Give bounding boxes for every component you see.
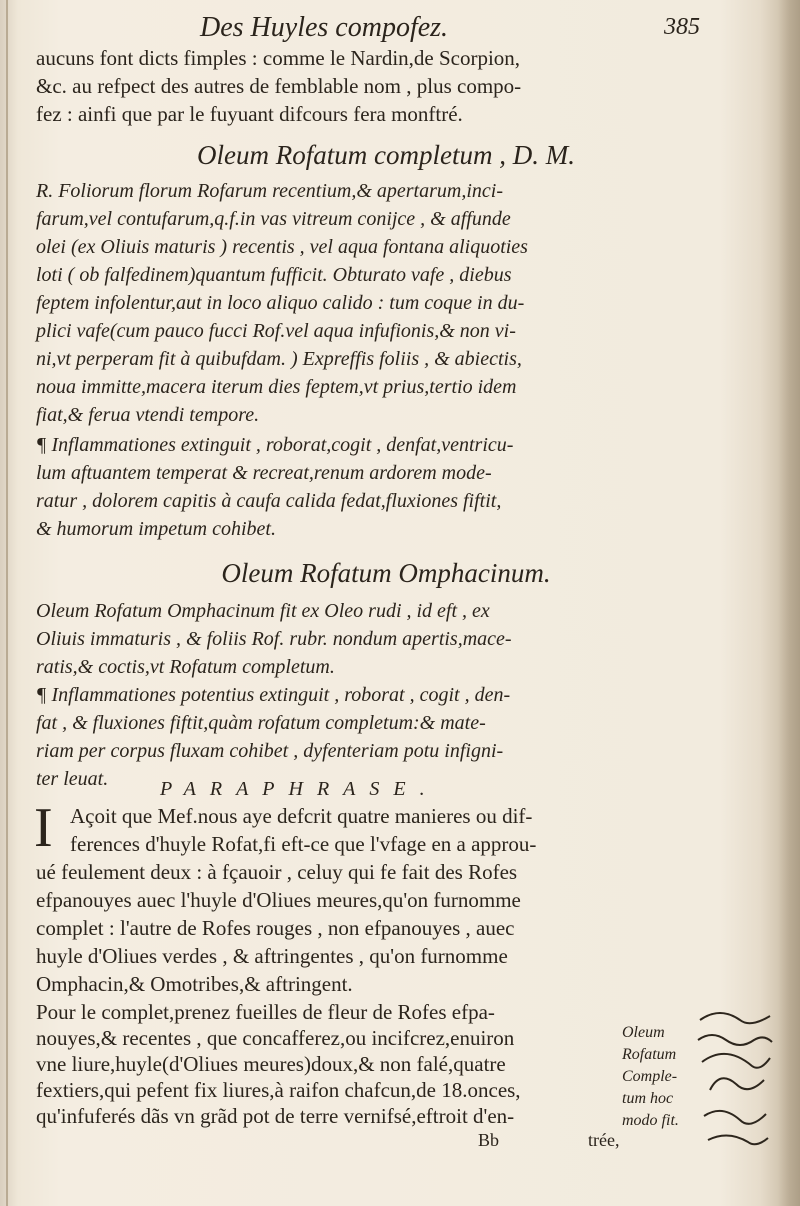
running-head: Des Huyles compofez.: [200, 12, 449, 43]
recipe-line: Oliuis immaturis , & foliis Rof. rubr. nondum apertis,mace-: [36, 628, 512, 650]
page-number: 385: [664, 14, 700, 40]
intro-line: aucuns font dicts fimples : comme le Nardin,de Scorpion,: [36, 46, 521, 70]
intro-line: &c. au refpect des autres de femblable nom , plus compo-: [36, 74, 522, 98]
handwritten-annotation: [690, 1000, 780, 1160]
virtues-line: fat , & fluxiones fiftit,quàm rofatum completum:& mate-: [36, 712, 486, 734]
section-title-oleum-rosatum-completum: Oleum Rofatum completum , D. M.: [197, 140, 575, 170]
recipe-line: feptem infolentur,aut in loco aliquo calido : tum coque in du-: [36, 292, 525, 314]
paraphrase-line: Omphacin,& Omotribes,& aftringent.: [36, 972, 353, 996]
margin-note-line: tum hoc: [622, 1090, 674, 1107]
margin-note-line: modo fit.: [622, 1112, 679, 1129]
margin-note-line: Comple-: [622, 1068, 678, 1085]
paraphrase-line: efpanouyes auec l'huyle d'Oliues meures,qu'on furnomme: [36, 888, 521, 912]
page-edge-shadow: [778, 0, 800, 1206]
paraphrase-heading: PARAPHRASE.: [160, 778, 439, 800]
paraphrase-line: ferences d'huyle Rofat,fi eft-ce que l'vfage en a approu-: [70, 832, 537, 856]
paraphrase-line: qu'infuferés dãs vn grãd pot de terre vernifsé,eftroit d'en-: [36, 1104, 515, 1128]
recipe-line: R. Foliorum florum Rofarum recentium,& apertarum,inci-: [36, 180, 503, 202]
recipe-line: ratis,& coctis,vt Rofatum completum.: [36, 656, 335, 678]
margin-note-line: Oleum: [622, 1024, 665, 1041]
recipe-line: plici vafe(cum pauco fucci Rof.vel aqua infufionis,& non vi-: [36, 320, 516, 342]
intro-line: fez : ainfi que par le fuyuant difcours fera monftré.: [36, 102, 463, 126]
paraphrase-line: complet : l'autre de Rofes rouges , non efpanouyes , auec: [36, 916, 515, 940]
virtues-line: & humorum impetum cohibet.: [36, 518, 276, 540]
paraphrase-line: nouyes,& recentes , que concafferez,ou incifcrez,enuiron: [36, 1026, 515, 1050]
paraphrase-line: huyle d'Oliues verdes , & aftringentes , qu'on furnomme: [36, 944, 508, 968]
virtues-line: ter leuat.: [36, 768, 109, 790]
virtues-line: lum aftuantem temperat & recreat,renum ardorem mode-: [36, 462, 492, 484]
virtues-line: ¶ Inflammationes potentius extinguit , roborat , cogit , den-: [36, 684, 511, 706]
recipe-line: noua immitte,macera iterum dies feptem,vt prius,tertio idem: [36, 376, 517, 398]
paraphrase-line: fextiers,qui pefent fix liures,à raifon chafcun,de 18.onces,: [36, 1078, 521, 1102]
paraphrase-line: Pour le complet,prenez fueilles de fleur de Rofes efpa-: [36, 1000, 495, 1024]
paraphrase-line: Açoit que Mef.nous aye defcrit quatre manieres ou dif-: [70, 804, 533, 828]
recipe-line: fiat,& ferua vtendi tempore.: [36, 404, 260, 426]
gutter-line: [6, 0, 8, 1206]
virtues-line: riam per corpus fluxam cohibet , dyfenteriam potu infigni-: [36, 740, 504, 762]
recipe-line: loti ( ob falfedinem)quantum fufficit. Obturato vafe , diebus: [36, 264, 512, 286]
catchword: trée,: [588, 1130, 620, 1150]
recipe-line: farum,vel contufarum,q.f.in vas vitreum conijce , & affunde: [36, 208, 511, 230]
recipe-line: ni,vt perperam fit à quibufdam. ) Expreffis foliis , & abiectis,: [36, 348, 522, 370]
drop-cap: I: [34, 797, 53, 859]
signature-mark: Bb: [478, 1130, 500, 1150]
page-header: [200, 12, 740, 48]
paraphrase-line: vne liure,huyle(d'Oliues meures)doux,& non falé,quatre: [36, 1052, 506, 1076]
paraphrase-line: ué feulement deux : à fçauoir , celuy qui fe fait des Rofes: [36, 860, 518, 884]
recipe-line: olei (ex Oliuis maturis ) recentis , vel aqua fontana aliquoties: [36, 236, 528, 258]
virtues-line: ratur , dolorem capitis à caufa calida fedat,fluxiones fiftit,: [36, 490, 502, 512]
section-title-oleum-rosatum-omphacinum: Oleum Rofatum Omphacinum.: [221, 558, 551, 588]
recipe-line: Oleum Rofatum Omphacinum fit ex Oleo rudi , id eft , ex: [36, 600, 490, 622]
virtues-line: ¶ Inflammationes extinguit , roborat,cogit , denfat,ventricu-: [36, 434, 514, 456]
margin-note-line: Rofatum: [622, 1046, 677, 1063]
